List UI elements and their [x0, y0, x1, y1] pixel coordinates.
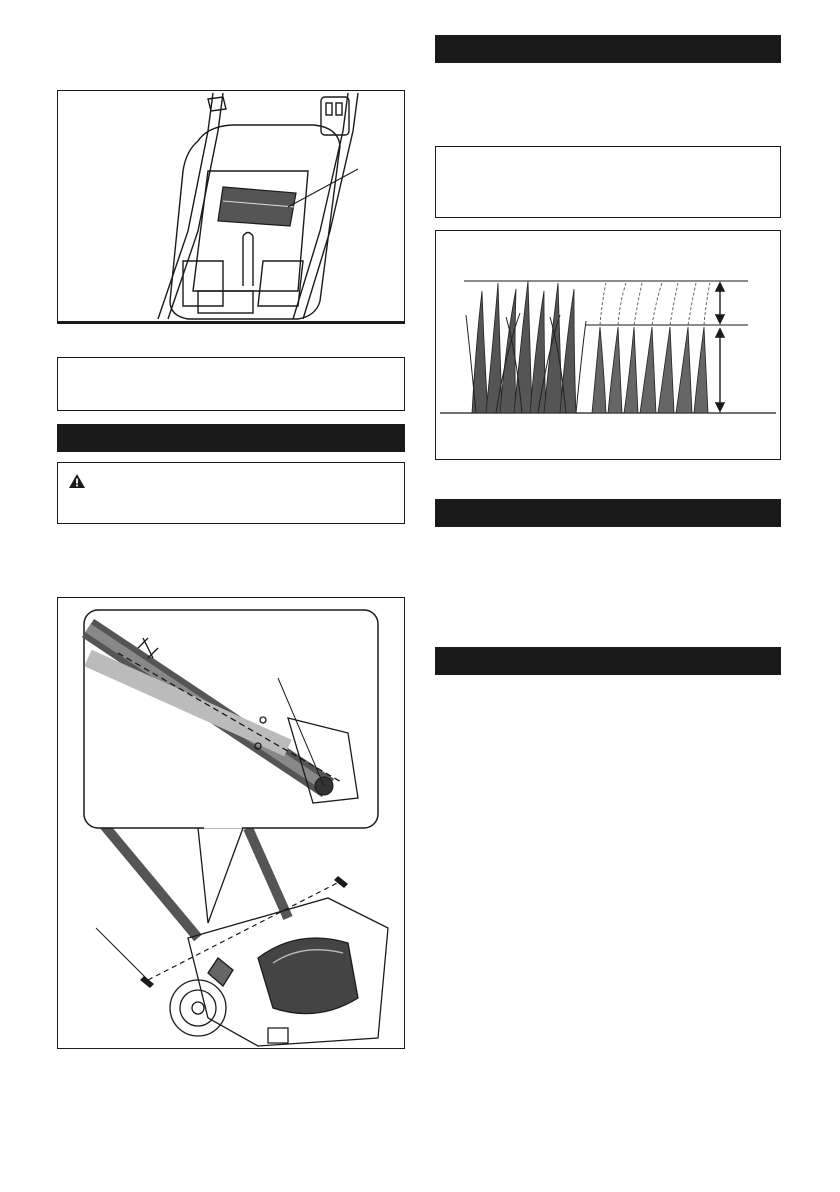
warning-triangle-icon — [68, 473, 86, 489]
section-bar-right-top — [435, 35, 781, 63]
section-bar-right-middle — [435, 499, 781, 527]
grass-cut-illustration — [436, 231, 780, 459]
figure-handle-bolt — [57, 597, 405, 1049]
note-box-1 — [57, 357, 405, 411]
handle-bolt-illustration — [58, 598, 404, 1048]
figure-grass-cut-height — [435, 230, 781, 460]
warning-box — [57, 462, 405, 524]
section-bar-right-bottom — [435, 647, 781, 675]
figure-underline — [57, 322, 405, 324]
note-box-2 — [435, 146, 781, 218]
mower-top-illustration — [58, 91, 404, 321]
section-bar-left — [57, 424, 405, 452]
figure-mower-top-view — [57, 90, 405, 322]
